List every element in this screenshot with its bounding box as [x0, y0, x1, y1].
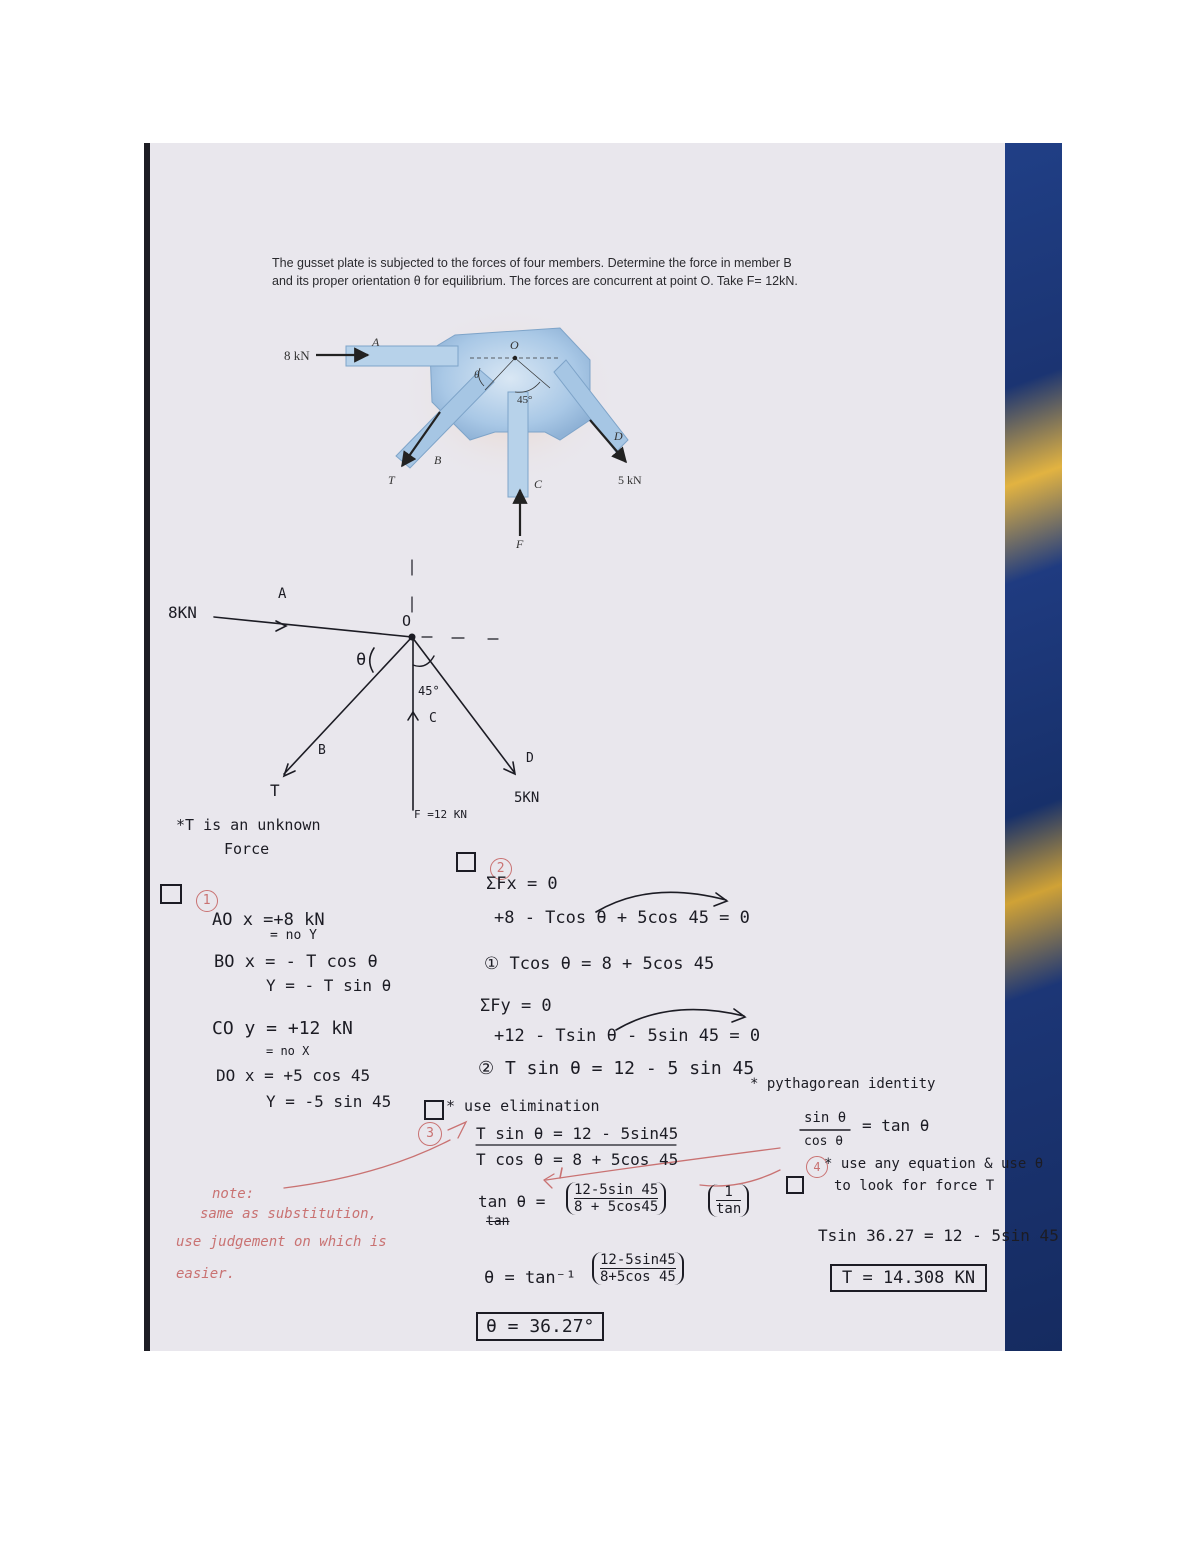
step3-number: 3 [418, 1122, 442, 1146]
problem-line-2: and its proper orientation θ for equilibrium. The forces are concurrent at point O. Take F= 12kN. [272, 274, 798, 288]
fbd-member-d: D [526, 751, 534, 766]
ao-y: = no Y [270, 928, 317, 943]
fbd-tension: T [270, 781, 280, 800]
elim-line-2: T cos θ = 8 + 5cos 45 [476, 1150, 679, 1169]
fbd-point-o: O [402, 612, 412, 630]
red-note-4: easier. [176, 1266, 236, 1282]
step1-number: 1 [196, 890, 218, 912]
identity-rhs: = tan θ [862, 1116, 930, 1135]
fbd-labels [168, 586, 539, 821]
red-note-3: use judgement on which is [176, 1234, 387, 1250]
step3-check-icon [424, 1100, 444, 1120]
fig-point-o: O [510, 338, 519, 352]
sum-fy: ΣFy = 0 [480, 996, 552, 1016]
red-note-2: same as substitution, [200, 1206, 378, 1222]
fig-member-d: D [614, 429, 623, 443]
bo-y: Y = - T sin θ [266, 976, 392, 995]
step4-number: 4 [806, 1156, 828, 1178]
fbd-force-a: 8KN [168, 603, 197, 622]
cancel-tan: tan [486, 1214, 510, 1229]
theta-answer: θ = 36.27° [476, 1312, 604, 1341]
tan-numerator: 12-5sin 45 [574, 1182, 659, 1198]
elim-line-1: T sin θ = 12 - 5sin45 [476, 1124, 679, 1143]
equation-1: ① Tcos θ = 8 + 5cos 45 [484, 954, 715, 974]
fbd-force-f: F =12 KN [414, 808, 467, 821]
reciprocal-denominator: tan [716, 1201, 742, 1217]
identity-title: * pythagorean identity [750, 1076, 936, 1092]
step4-check-icon [786, 1176, 804, 1194]
fig-member-c: C [534, 477, 543, 491]
fx-equation: +8 - Tcos θ + 5cos 45 = 0 [494, 908, 750, 928]
step4-line-2: to look for force T [834, 1178, 995, 1194]
fbd-theta: θ [356, 650, 367, 670]
fig-theta: θ [474, 369, 480, 381]
tan-denominator: 8 + 5cos45 [574, 1199, 659, 1215]
unknown-force-note-2: Force [224, 840, 270, 858]
theta-lhs: θ = tan⁻¹ [484, 1268, 577, 1288]
fig-member-b: B [434, 453, 442, 467]
identity-denominator: cos θ [804, 1134, 844, 1149]
tan-fraction [566, 1182, 666, 1215]
step3-marker [424, 1100, 444, 1124]
step4-equation: Tsin 36.27 = 12 - 5sin 45 [818, 1226, 1059, 1245]
reciprocal-numerator: 1 [716, 1184, 741, 1201]
free-body-diagram [214, 560, 515, 810]
step1-check-icon [160, 884, 182, 904]
fbd-member-a: A [278, 586, 287, 602]
problem-line-1: The gusset plate is subjected to the forces of four members. Determine the force in member B [272, 256, 792, 270]
do-y: Y = -5 sin 45 [266, 1092, 392, 1111]
co-x: = no X [266, 1044, 310, 1058]
step1-marker [160, 884, 218, 912]
step2-number: 2 [490, 858, 512, 880]
fig-tension: T [388, 473, 395, 487]
co-y: CO y = +12 kN [212, 1018, 353, 1039]
equation-2: ② T sin θ = 12 - 5 sin 45 [478, 1058, 755, 1079]
fy-equation: +12 - Tsin θ - 5sin 45 = 0 [494, 1026, 761, 1046]
fig-force-f: F [516, 537, 524, 551]
reciprocal-fraction [708, 1184, 749, 1217]
fbd-member-c: C [429, 711, 437, 726]
theta-numerator: 12-5sin45 [600, 1252, 676, 1268]
member-c [508, 392, 528, 497]
elimination-title: * use elimination [446, 1097, 600, 1115]
theta-fraction [592, 1252, 684, 1285]
fbd-angle: 45° [418, 684, 440, 698]
step2-check-icon [456, 852, 476, 872]
theta-denominator: 8+5cos 45 [600, 1269, 676, 1285]
sum-fx: ΣFx = 0 [486, 874, 558, 894]
tan-lhs: tan θ = [478, 1192, 546, 1211]
fbd-force-d: 5KN [514, 790, 540, 806]
red-note-1: note: [212, 1186, 255, 1202]
fig-force-d: 5 kN [618, 473, 642, 487]
ao-x: AO x =+8 kN [212, 910, 325, 930]
fbd-member-b: B [318, 743, 326, 758]
fig-angle: 45° [517, 394, 533, 406]
unknown-force-note-1: *T is an unknown [176, 816, 321, 834]
fig-member-a: A [372, 335, 380, 349]
fig-force-a: 8 kN [284, 348, 310, 363]
gusset-plate-figure [284, 305, 642, 551]
bo-x: BO x = - T cos θ [214, 952, 378, 972]
identity-numerator: sin θ [804, 1110, 847, 1126]
force-answer: T = 14.308 KN [830, 1264, 987, 1292]
do-x: DO x = +5 cos 45 [216, 1066, 371, 1085]
step4-line-1: * use any equation & use θ [824, 1156, 1044, 1172]
